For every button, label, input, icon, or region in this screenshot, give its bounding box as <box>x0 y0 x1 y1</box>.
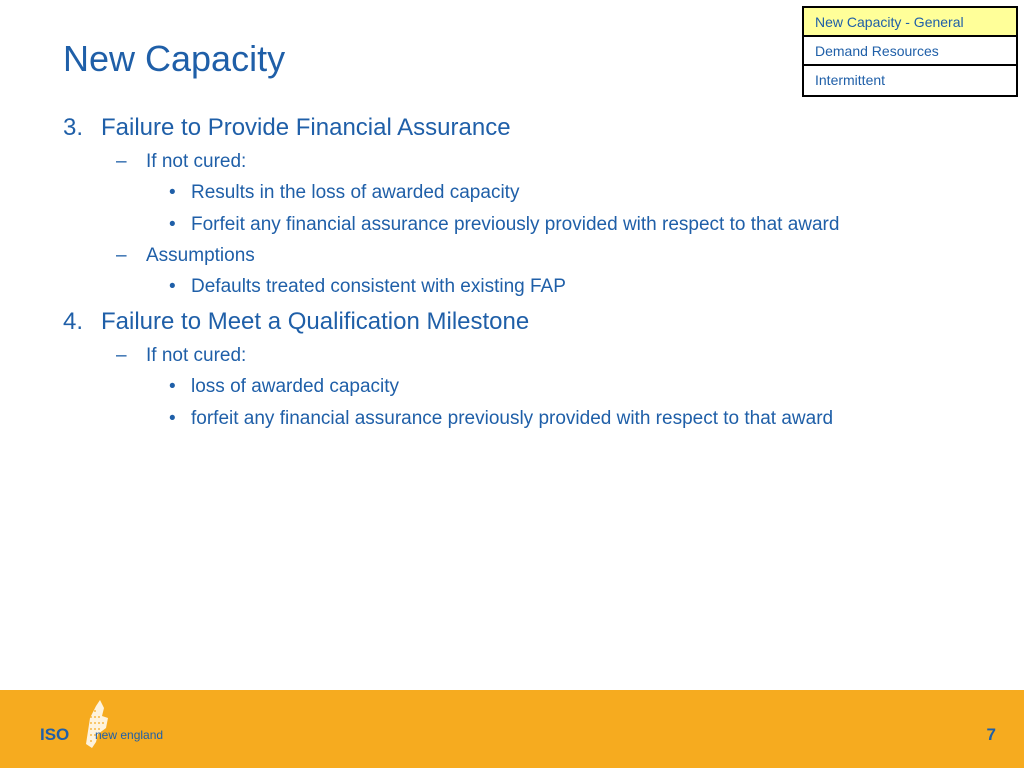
bullet-item <box>169 212 911 238</box>
sub-item-text: If not cured: <box>146 151 247 172</box>
list-item-3 <box>63 112 983 144</box>
bullet-marker: • <box>169 376 176 397</box>
bullet-marker: • <box>169 182 176 203</box>
dash-marker: – <box>116 245 127 266</box>
logo-iso-text: ISO <box>40 725 70 744</box>
bullet-marker: • <box>169 276 176 297</box>
iso-new-england-logo <box>38 698 188 758</box>
bullet-text: Forfeit any financial assurance previously provided with respect to that award <box>191 214 840 235</box>
nav-item-new-capacity-general[interactable]: New Capacity - General <box>804 8 1016 37</box>
bullet-text: Defaults treated consistent with existing FAP <box>191 276 566 297</box>
bullet-item <box>169 274 911 300</box>
dash-marker: – <box>116 151 127 172</box>
sub-item <box>116 344 983 368</box>
slide-title: New Capacity <box>63 38 286 79</box>
bullet-item <box>169 374 911 400</box>
bullet-text: forfeit any financial assurance previously provided with respect to that award <box>191 408 834 429</box>
sub-item <box>116 244 983 268</box>
section-nav <box>802 6 1018 97</box>
sub-item-text: Assumptions <box>146 245 255 266</box>
logo-new-england-text: new england <box>95 728 164 742</box>
footer-band <box>0 690 1024 768</box>
bullet-item <box>169 180 911 206</box>
slide-body <box>63 112 983 438</box>
item-heading: Failure to Meet a Qualification Milestone <box>101 308 530 335</box>
bullet-text: loss of awarded capacity <box>191 376 400 397</box>
bullet-marker: • <box>169 408 176 429</box>
page-number: 7 <box>986 725 996 744</box>
dash-marker: – <box>116 345 127 366</box>
bullet-item <box>169 406 991 432</box>
item-number: 3. <box>63 114 84 141</box>
nav-item-demand-resources[interactable]: Demand Resources <box>804 37 1016 66</box>
nav-item-intermittent[interactable]: Intermittent <box>815 72 886 88</box>
bullet-marker: • <box>169 214 176 235</box>
item-number: 4. <box>63 308 84 335</box>
sub-item-text: If not cured: <box>146 345 247 366</box>
sub-item <box>116 150 983 174</box>
item-heading: Failure to Provide Financial Assurance <box>101 114 511 141</box>
list-item-4 <box>63 306 983 338</box>
bullet-text: Results in the loss of awarded capacity <box>191 182 520 203</box>
